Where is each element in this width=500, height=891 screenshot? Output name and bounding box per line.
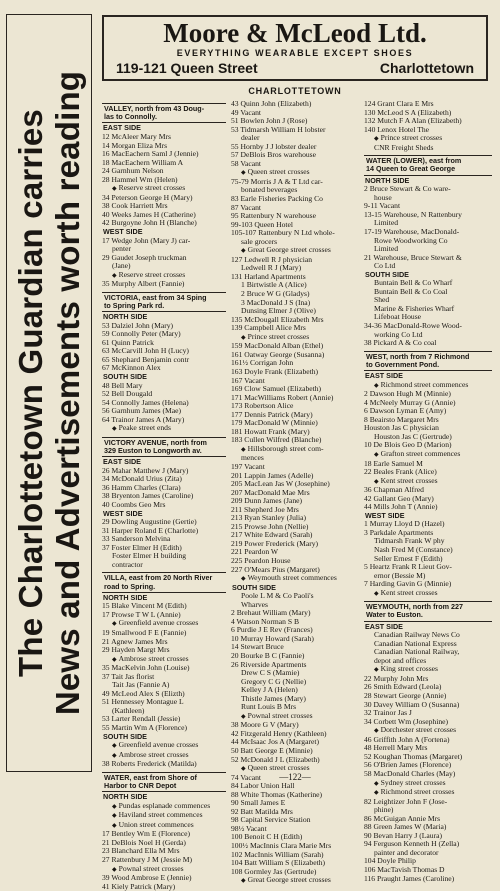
directory-column-3 [364,100,492,883]
listing-entry: 108 Gormley Jas (Gertrude) [231,867,317,876]
listing-entry: 213 Ryan Stanley (Julia) [231,514,306,523]
listing-continuation: Houston Jas C (Gertrude) [374,432,452,441]
cross-street-note: ◆ Richmond street commences [364,381,492,391]
listing-entry: 82 Leightizer John F (Jose- [364,797,448,806]
street-heading-line: road to Spring. [104,581,156,591]
street-heading-line: VILLA, east from 20 North River [104,573,213,583]
listing-entry: 49 Vacant [231,108,262,117]
ad-tagline: EVERYTHING WEARABLE EXCEPT SHOES [176,48,414,58]
side-subheading: WEST SIDE [365,510,405,520]
page-number: —122— [279,772,311,782]
listing-entry: 179 MacDonald W (Minnie) [231,419,318,428]
side-subheading: SOUTH SIDE [232,582,276,592]
listing-entry: Houston Jas C physician [364,424,439,433]
listing-continuation: Thistle James (Mary) [241,694,306,703]
side-subheading: NORTH SIDE [103,592,148,602]
cross-street-note: ◆ Kent street crosses [364,589,492,599]
listing-entry: 46 Griffith John A (Fortena) [364,735,450,744]
street-heading-line: WATER, east from Shore of [104,772,197,782]
listing-entry: 140 Lenox Hotel The [364,125,430,134]
listing-entry: 86 McGuigan Annie Mrs [364,814,441,823]
cross-street-note: ◆ Queen street crosses [231,168,360,178]
listing-continuation: Co Ltd [374,262,396,271]
listing-entry: 221 Peardon W [231,548,279,557]
listing-entry: 161 Oatway George (Susanna) [231,350,325,359]
listing-entry: 26 Smith Edward (Leola) [364,683,442,692]
side-subheading: NORTH SIDE [365,175,410,185]
listing-entry: 227 O'Mears Pius (Margaret) [231,565,320,574]
listing-entry: 63 McCarvill John H (Lucy) [102,347,189,356]
cross-street-note: ◆ Greenfield avenue crosses [102,741,226,751]
listing-continuation: 2 Bruce W G (Gladys) [241,290,310,299]
listing-entry: 59 Connolly Peter (Mary) [102,330,181,339]
listing-entry: 90 Bevan Harry J (Laura) [364,831,443,840]
ad-address: 119-121 Queen Street [116,60,258,76]
cross-street-note: ◆ King street crosses [364,665,492,675]
listing-entry: 16 MacEachern Saml J (Jennie) [102,150,199,159]
cross-street-note: ◆ Pundas esplanade commences [102,802,226,812]
listing-continuation: Tait Jas (Fannie A) [112,681,170,690]
street-heading-line: WEST, north from 7 Richmond [366,351,470,361]
listing-entry: 131 Harland Apartments [231,272,306,281]
listing-entry: 181 Howatt Frank (Mary) [231,427,310,436]
side-subheading: SOUTH SIDE [103,731,147,741]
listing-continuation: Dunsing Elmer J (Olive) [241,307,316,316]
listing-continuation: sale grocers [241,237,278,246]
listing-entry: 52 Koughan Thomas (Margaret) [364,752,463,761]
listing-entry: 26 Mahar Matthew J (Mary) [102,466,189,475]
listing-continuation: Buntain Bell & Co Wharf [374,279,453,288]
listing-entry: 67 McKinnon Alex [102,364,161,373]
listing-entry: 53 Tidmarsh William H lobster [231,125,326,134]
cross-street-note: ◆ Ambrose street crosses [102,655,226,665]
street-heading-line: WEYMOUTH, north from 227 [366,602,464,612]
street-heading-line: WATER (LOWER), east from [366,156,462,166]
listing-entry: 55 Martin Wm A (Florence) [102,723,188,732]
side-banner-line-2: News and Advertisements worth reading [49,70,86,716]
listing-entry: 6 Dawson Lyman E (Amy) [364,407,447,416]
listing-entry: 83 Earle Fisheries Packing Co [231,195,323,204]
listing-continuation: Wharves [241,600,268,609]
listing-entry: 92 Batt Matilda Mrs [231,807,293,816]
listing-entry: 49 McLeod Alex S (Elizth) [102,689,185,698]
cross-street-note: ◆ Prince street crosses [231,333,360,343]
listing-entry: 21 Warehouse, Bruce Stewart & [364,253,462,262]
street-heading-line: to Government Pond. [366,359,440,369]
listing-entry: 21 DeBlois Noel H (Gerda) [102,838,186,847]
cross-street-note: ◆ Pownal street crosses [231,712,360,722]
listing-entry: 6 Purdie J E Rev (Frances) [231,626,313,635]
side-subheading: EAST SIDE [103,123,141,133]
listing-entry: 17 Bentley Wm E (Florence) [102,830,191,839]
listing-continuation: Seller Ernest F (Edith) [374,554,443,563]
street-heading-line: to Spring Park rd. [104,301,165,310]
listing-entry: 29 Gaudet Joseph truckman [102,253,187,262]
listing-entry: 27 Rattenbury J M (Jessie M) [102,855,193,864]
side-subheading: WEST SIDE [103,226,143,236]
listing-entry: 32 Trainor Jas J [364,709,412,718]
listing-entry: 58 Vacant [231,159,262,168]
cross-street-note: ◆ Queen street crosses [231,764,360,774]
street-heading [364,351,492,371]
listing-continuation: Canadian Railway News Co [374,631,460,640]
listing-entry: 215 Prowse John (Nellie) [231,522,309,531]
listing-entry: 90 Small James E [231,799,286,808]
ad-title: Moore & McLeod Ltd. [163,18,427,48]
cross-street-note: ◆ Grafton street commences [364,450,492,460]
listing-entry: 51 Bowlen John J (Rose) [231,117,308,126]
listing-entry: 84 Labor Union Hall [231,782,295,791]
cross-street-note: ◆ Richmond street crosses [364,788,492,798]
listing-continuation: mences [241,454,264,463]
listing-entry: 14 Stewart Bruce [231,643,284,652]
listing-continuation: Marine & Fisheries Wharf [374,304,455,313]
listing-entry: 53 Dalziel John (Mary) [102,321,174,330]
street-heading [364,155,492,175]
cross-street-note: ◆ Peake street ends [102,424,226,434]
listing-continuation: working Co Ltd [374,330,423,339]
listing-entry: 18 Earle Samuel M [364,459,423,468]
ad-address-row [104,59,486,77]
listing-entry: 55 Hornby J J lobster dealer [231,142,317,151]
listing-continuation: CNR Freight Sheds [374,143,434,152]
listing-entry: 8 Beairsto Margaret Mrs [364,415,439,424]
city-heading: CHARLOTTETOWN [248,86,342,96]
listing-entry: 2 Brehaut William (Mary) [231,609,311,618]
listing-entry: 29 Hayden Margt Mrs [102,646,170,655]
listing-entry: 98 Capital Service Station [231,816,311,825]
side-subheading: SOUTH SIDE [103,372,147,382]
listing-entry: 3 Parkdale Apartments [364,528,434,537]
listing-continuation: dealer [241,134,260,143]
listing-entry: 26 Riverside Apartments [231,660,307,669]
street-heading [102,103,226,123]
listing-entry: 36 Chapman Alfred [364,486,424,495]
listing-entry: 14 Morgan Eliza Mrs [102,141,168,150]
listing-continuation: 1 Birtwistle A (Alice) [241,281,307,290]
listing-entry: 42 Gallant Geo (Mary) [364,494,434,503]
listing-entry: 56 O'Brien James (Florence) [364,761,452,770]
listing-continuation: Gregory C G (Nellie) [241,677,307,686]
cross-street-note: ◆ Ambrose street crosses [102,751,226,761]
listing-continuation: Drew C S (Mamie) [241,669,300,678]
street-heading-line: Harbor to CNR Depot [104,780,177,790]
listing-entry: 13-15 Warehouse, N Rattenbury [364,210,462,219]
listing-continuation: Tidmarsh Frank W phy [374,537,445,546]
listing-entry: 4 McNeely Murray G (Annie) [364,398,456,407]
listing-continuation: Limited [374,219,399,228]
listing-entry: 88 White Thomas (Katherine) [231,790,323,799]
cross-street-note: ◆ Dorchester street crosses [364,726,492,736]
listing-continuation: Buntain Bell & Co Coal [374,287,448,296]
street-heading [364,601,492,621]
listing-entry: 163 Doyle Frank (Elizabeth) [231,367,319,376]
listing-entry: 88 Green James W (Maria) [364,823,447,832]
side-banner-line-1: The Charlottetown Guardian carries [12,109,49,677]
listing-entry: 39 Wood Ambrose E (Jennie) [102,874,192,883]
cross-street-note: ◆ Weymouth street commences [231,574,360,584]
listing-entry: 38 Cook Harriett Mrs [102,202,168,211]
listing-entry: 29 Dowling Augustine (Gertie) [102,518,197,527]
listing-entry: 42 Fitzgerald Henry (Kathleen) [231,729,327,738]
listing-entry: 106 MacTavish Thomas D [364,865,445,874]
listing-entry: 7 Harding Gavin G (Minnie) [364,580,452,589]
listing-entry: 43 Quinn John (Elizabeth) [231,100,312,108]
listing-entry: 17 Prowse T W L (Annie) [102,610,181,619]
listing-entry: 99-103 Queen Hotel [231,220,293,229]
listing-entry: 135 McDougall Elizabeth Mrs [231,315,324,324]
header-advertisement [102,15,488,81]
listing-entry: 124 Grant Clara E Mrs [364,100,434,108]
side-subheading: EAST SIDE [103,457,141,467]
listing-continuation: house [374,193,392,202]
listing-entry: 34 Peterson George H (Mary) [102,193,193,202]
cross-street-note: ◆ Reserve street crosses [102,184,226,194]
listing-entry: 10 De Blois Geo D (Marion) [364,441,452,450]
listing-entry: 52 Bell Dougald [102,390,153,399]
cross-street-note: ◆ Reserve street crosses [102,271,226,281]
listing-entry: 225 Peardon House [231,556,291,565]
side-subheading: NORTH SIDE [103,312,148,322]
cross-street-note: ◆ Great George street crosses [231,246,360,256]
cross-street-note: ◆ Union street commences [102,821,226,831]
directory-column-2 [231,100,360,886]
side-subheading: WEST SIDE [103,508,143,518]
listing-entry: 40 Weeks James H (Catherine) [102,210,196,219]
side-subheading: NORTH SIDE [103,792,148,802]
listing-entry: 102 MacInnis William (Sarah) [231,850,324,859]
listing-entry: 35 Murphy Albert (Fannie) [102,280,185,289]
listing-entry: 161½ Corrigan John [231,359,294,368]
listing-continuation: Ledwell R J (Mary) [241,264,302,273]
listing-entry: 28 Hammel Wm (Helen) [102,175,178,184]
listing-continuation: ernor (Bessie M) [374,571,426,580]
listing-entry: 159 MacDonald Alban (Ethel) [231,342,324,351]
listing-continuation: Nash Fred M (Constance) [374,545,453,554]
listing-entry: 28 Stewart George (Annie) [364,692,447,701]
side-subheading: SOUTH SIDE [365,269,409,279]
listing-entry: 35 MacKelvin John (Louise) [102,664,190,673]
listing-continuation: penter [112,245,131,254]
listing-entry: 17-19 Warehouse, MacDonald- [364,227,460,236]
street-heading-line: VALLEY, north from 43 Doug- [104,104,205,113]
listing-continuation: depot and offices [374,656,427,665]
listing-entry: 64 Trainor James A (Mary) [102,415,185,424]
listing-entry: 74 Vacant [231,773,262,782]
listing-entry: 95 Rattenbury N warehouse [231,212,316,221]
listing-entry: 24 Garnhum Nelson [102,167,164,176]
listing-entry: 21 Agnew James Mrs [102,637,168,646]
listing-continuation: (Jane) [112,262,131,271]
listing-entry: 171 MacWilliams Robert (Annie) [231,393,334,402]
ad-city: Charlottetown [379,60,474,76]
listing-continuation: Canadian National Railway, [374,648,460,657]
listing-entry: 177 Dennis Patrick (Mary) [231,410,313,419]
side-subheading: EAST SIDE [365,621,403,631]
listing-continuation: Foster Elmer H building [112,552,187,561]
listing-entry: 40 Coombs Geo Mrs [102,501,166,509]
street-heading [102,572,226,592]
listing-continuation: (Kathleen) [112,706,145,715]
listing-entry: 205 MacLean Jas W (Josephine) [231,480,330,489]
listing-entry: 173 Robertson Alice [231,402,294,411]
listing-entry: 23 Blanchard Ella M Mrs [102,847,180,856]
listing-entry: 44 McIsaac Jos A (Margaret) [231,738,320,747]
listing-entry: 207 MacDonald Mae Mrs [231,488,310,497]
listing-entry: 19 Smallwood F E (Fannie) [102,628,187,637]
listing-entry: 18 MacEachern William A [102,158,184,167]
listing-entry: 4 Watson Norman S B [231,617,300,626]
listing-entry: 30 Davey William O (Susanna) [364,700,460,709]
listing-continuation: Poole L M & Co Paoli's [241,592,314,601]
listing-entry: 169 Clow Samuel (Elizabeth) [231,385,322,394]
listing-entry: 12 McAleer Mary Mrs [102,132,171,141]
cross-street-note: ◆ Great George street crosses [231,876,360,886]
cross-street-note: ◆ Greenfield avenue crosses [102,619,226,629]
listing-entry: 38 Moore G V (Mary) [231,721,299,730]
listing-entry: 209 Dunn James (Jane) [231,497,303,506]
street-heading [102,292,226,312]
listing-entry: 22 Beales Frank (Alice) [364,468,437,477]
listing-entry: 127 Ledwell R J physician [231,255,312,264]
listing-entry: 44 Mills John T (Annie) [364,503,438,512]
listing-entry: 1 Murray Lloyd D (Hazel) [364,520,445,529]
listing-entry: 65 Shephard Benjamin contr [102,355,190,364]
listing-continuation: phine) [374,806,394,815]
listing-entry: 217 White Edward (Sarah) [231,531,313,540]
side-banner-text [11,23,87,763]
listing-entry: 54 Connolly James (Helena) [102,398,189,407]
listing-continuation: Limited [374,245,399,254]
street-heading [102,437,226,457]
listing-entry: 94 Ferguson Kenneth H (Zella) [364,840,460,849]
listing-entry: 9-11 Vacant [364,202,401,211]
listing-entry: 37 Foster Elmer H (Edith) [102,543,182,552]
listing-entry: 42 Burgoyne John H (Blanche) [102,219,197,228]
listing-entry: 15 Blake Vincent M (Edith) [102,602,187,611]
listing-entry: 57 DeBlois Bros warehouse [231,151,316,160]
listing-entry: 36 Hamm Charles (Clara) [102,483,181,492]
listing-entry: 53 Larter Rendall (Jessie) [102,715,181,724]
listing-entry: 58 MacDonald Charles (May) [364,769,456,778]
listing-entry: 100 Benoit C H (Edith) [231,833,303,842]
listing-entry: 38 Roberts Frederick (Matilda) [102,760,197,769]
listing-entry: 20 Bourke B C (Fannie) [231,652,305,660]
listing-continuation: Shed [374,296,390,305]
listing-entry: 56 Garnhum James (Mae) [102,407,182,416]
side-subheading: EAST SIDE [365,371,403,381]
listing-entry: 33 Sanderson Melvina [102,535,171,544]
listing-entry: 51 Hennessey Montague L [102,698,184,707]
street-heading-line: VICTORIA, east from 34 Sping [104,292,207,302]
side-banner [6,14,92,772]
listing-entry: 22 Murphy John Mrs [364,674,429,683]
listing-continuation: bonated beverages [241,186,298,195]
listing-entry: 61 Quinn Patrick [102,338,154,347]
listing-entry: 41 Kiely Patrick (Mary) [102,882,176,891]
listing-entry: 5 Heartz Frank R Lieut Gov- [364,563,452,572]
listing-continuation: Runt Louis B Mrs [241,703,297,712]
listing-entry: 167 Vacant [231,376,265,385]
listing-entry: 139 Campbell Alice Mrs [231,324,306,333]
listing-continuation: Lifeboat House [374,313,422,322]
street-heading-line: 14 Queen to Great George [366,164,456,174]
listing-entry: 52 McDonald J L (Elizabeth) [231,755,320,764]
listing-entry: 50 Batt George E (Minnie) [231,747,313,756]
listing-entry: 10 Murray Howard (Sarah) [231,634,314,643]
listing-entry: 17 Wedge John (Mary J) car- [102,236,191,245]
listing-entry: 37 Tait Jas florist [102,672,155,681]
listing-entry: 197 Vacant [231,462,265,471]
cross-street-note: ◆ Haviland street commences [102,811,226,821]
listing-entry: 132 Mutch F A Alan (Elizabeth) [364,117,462,126]
street-heading-line: las to Connolly. [104,112,157,122]
listing-entry: 183 Cullen Wilfred (Blanche) [231,436,322,445]
listing-entry: 211 Shepherd Joe Mrs [231,505,299,514]
listing-entry: 34 Corbett Wm (Josephine) [364,717,449,726]
cross-street-note: ◆ Hillsborough street com- [231,445,360,455]
listing-entry: 48 Bell Mary [102,381,143,390]
listing-entry: 34 McDonald Urius (Zita) [102,475,182,484]
listing-entry: 219 Power Frederick (Mary) [231,539,319,548]
cross-street-note: ◆ Kent street crosses [364,477,492,487]
listing-entry: 38 Bryenton James (Caroline) [102,492,194,501]
listing-entry: 201 Lappin James (Adelle) [231,471,314,480]
listing-entry: 48 Herrell Mary Mrs [364,744,428,753]
street-heading-line: VICTORY AVENUE, north from [104,437,207,447]
listing-entry: 38 Pickard A & Co coal [364,339,437,348]
listing-continuation: Kelley J A (Helen) [241,686,298,695]
street-heading-line: 329 Euston to Longworth av. [104,446,202,456]
listing-entry: 100½ MacInnis Clara Marie Mrs [231,842,332,851]
listing-entry: 34-36 MacDonald-Rowe Wood- [364,321,462,330]
listing-entry: 98½ Vacant [231,824,267,833]
listing-entry: 105-107 Rattenbury N Ltd whole- [231,229,335,238]
listing-entry: 130 McLeod S A (Elizabeth) [364,108,452,117]
listing-continuation: Canadian National Express [374,639,457,648]
listing-entry: 104 Batt William S (Elizabeth) [231,859,326,868]
listing-entry: 87 Vacant [231,203,262,212]
street-heading-line: Water to Euston. [366,610,423,620]
cross-street-note: ◆ Pownal street crosses [102,865,226,875]
listing-continuation: painter and decorator [374,848,439,857]
listing-entry: 116 Praught James (Caroline) [364,874,455,883]
listing-entry: 2 Bruce Stewart & Co ware- [364,185,451,194]
cross-street-note: ◆ Prince street crosses [364,134,492,144]
listing-entry: 104 Doyle Philip [364,857,416,866]
listing-entry: 75-79 Morris J A & T Ltd car- [231,177,323,186]
listing-continuation: contractor [112,560,143,569]
listing-entry: 31 Harper Roland E (Charlotte) [102,526,199,535]
listing-continuation: Rowe Woodworking Co [374,236,448,245]
listing-continuation: 3 MacDonald J S (Ina) [241,298,311,307]
listing-entry: 2 Dawson Hugh M (Minnie) [364,390,451,399]
cross-street-note: ◆ Sydney street crosses [364,779,492,789]
